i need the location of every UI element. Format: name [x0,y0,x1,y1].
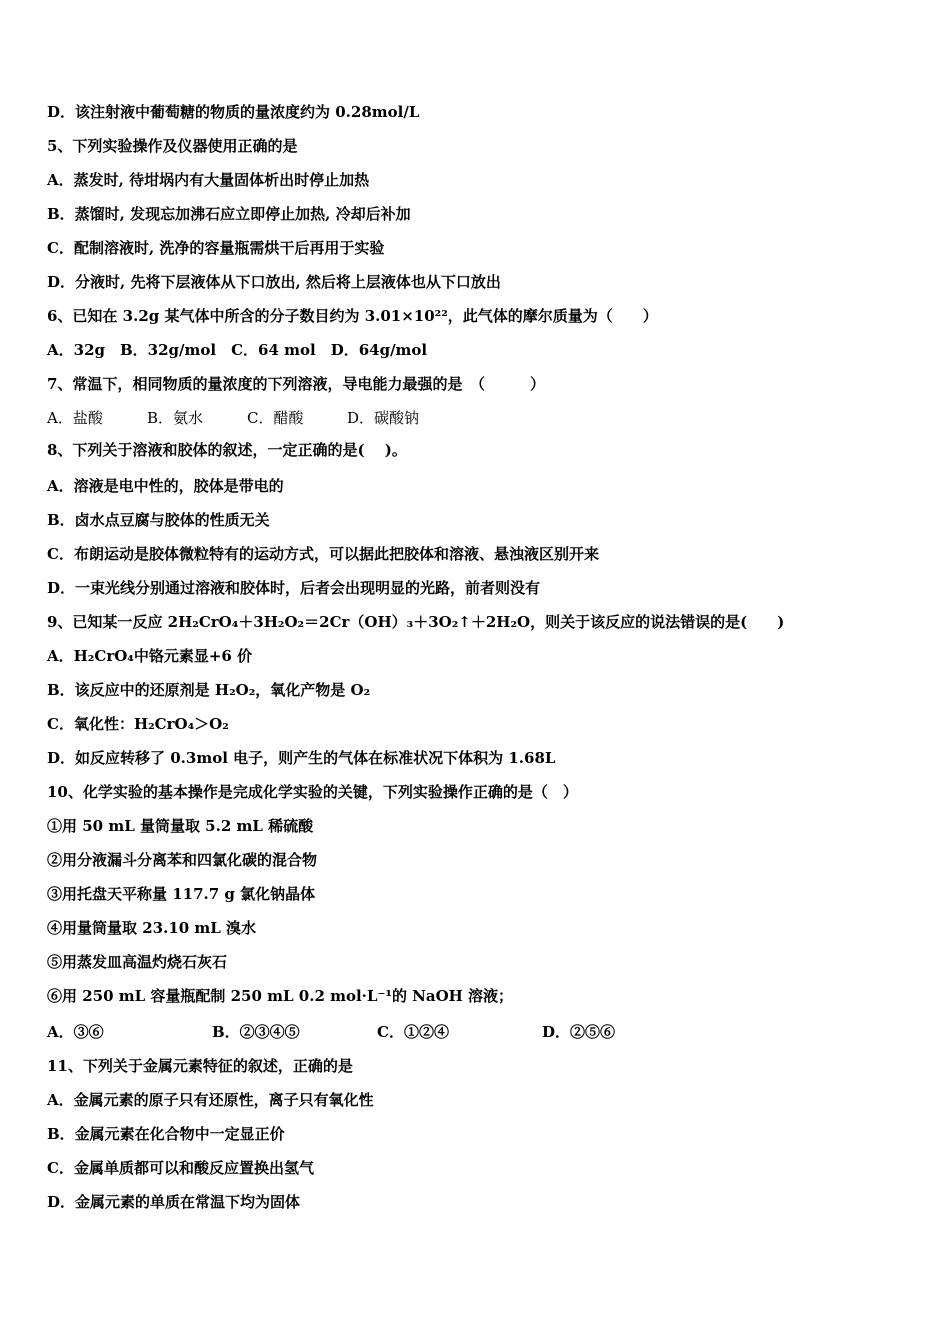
q10-option-c: C．①②④ [377,1023,449,1041]
q5-option-d: D．分液时, 先将下层液体从下口放出, 然后将上层液体也从下口放出 [47,273,501,291]
q9-option-c: C．氧化性：H₂CrO₄＞O₂ [47,715,229,733]
q9-option-b: B．该反应中的还原剂是 H₂O₂，氧化产物是 O₂ [47,681,371,699]
q11-option-a: A．金属元素的原子只有还原性，离子只有氧化性 [47,1091,374,1109]
q8-option-d: D．一束光线分别通过溶液和胶体时，后者会出现明显的光路，前者则没有 [47,579,541,597]
q10-item-1: ①用 50 mL 量筒量取 5.2 mL 稀硫酸 [47,817,314,835]
q10-options [47,1022,615,1042]
q5-option-b: B．蒸馏时, 发现忘加沸石应立即停止加热, 冷却后补加 [47,205,411,223]
q5-option-a: A．蒸发时, 待坩埚内有大量固体析出时停止加热 [47,171,370,189]
q7-option-b: B．氨水 [147,409,204,427]
q6-options: A．32g B．32g/mol C．64 mol D．64g/mol [47,341,428,359]
q11-option-d: D．金属元素的单质在常温下均为固体 [47,1193,301,1211]
q9-option-a: A．H₂CrO₄中铬元素显+6 价 [47,647,253,665]
q7-option-a: A．盐酸 [47,409,103,427]
q7-options [47,408,419,428]
q8-option-c: C．布朗运动是胶体微粒特有的运动方式，可以据此把胶体和溶液、悬浊液区别开来 [47,545,599,563]
q10-option-d: D．②⑤⑥ [542,1023,616,1041]
q11-option-b: B．金属元素在化合物中一定显正价 [47,1125,285,1143]
q10-item-2: ②用分液漏斗分离苯和四氯化碳的混合物 [47,851,318,869]
q10-item-5: ⑤用蒸发皿高温灼烧石灰石 [47,953,228,971]
q7-stem: 7、常温下，相同物质的量浓度的下列溶液，导电能力最强的是 （ ） [47,375,545,393]
q11-stem: 11、下列关于金属元素特征的叙述，正确的是 [47,1057,353,1075]
q9-option-d: D．如反应转移了 0.3mol 电子，则产生的气体在标准状况下体积为 1.68L [47,749,556,767]
q10-item-3: ③用托盘天平称量 117.7 g 氯化钠晶体 [47,885,316,903]
q8-option-a: A．溶液是电中性的，胶体是带电的 [47,477,284,495]
q8-stem: 8、下列关于溶液和胶体的叙述，一定正确的是( )。 [47,441,407,459]
q8-option-b: B．卤水点豆腐与胶体的性质无关 [47,511,270,529]
q7-option-c: C．醋酸 [247,409,304,427]
q4-option-d: D．该注射液中葡萄糖的物质的量浓度约为 0.28mol/L [47,103,420,121]
q6-stem: 6、已知在 3.2g 某气体中所含的分子数目约为 3.01×10²²，此气体的摩尔质量为（ ） [47,307,658,325]
q11-option-c: C．金属单质都可以和酸反应置换出氢气 [47,1159,314,1177]
q9-stem: 9、已知某一反应 2H₂CrO₄＋3H₂O₂＝2Cr（OH）₃＋3O₂↑＋2H₂O，则关于该反应的说法错误的是( ) [47,613,785,631]
q10-option-b: B．②③④⑤ [212,1023,300,1041]
q10-option-a: A．③⑥ [47,1023,104,1041]
q10-item-4: ④用量筒量取 23.10 mL 溴水 [47,919,257,937]
q5-option-c: C．配制溶液时, 洗净的容量瓶需烘干后再用于实验 [47,239,385,257]
q10-item-6: ⑥用 250 mL 容量瓶配制 250 mL 0.2 mol·L⁻¹的 NaOH 溶液； [47,987,514,1005]
q5-stem: 5、下列实验操作及仪器使用正确的是 [47,137,298,155]
q7-option-d: D．碳酸钠 [347,409,420,427]
q10-stem: 10、化学实验的基本操作是完成化学实验的关键，下列实验操作正确的是（ ） [47,783,578,801]
